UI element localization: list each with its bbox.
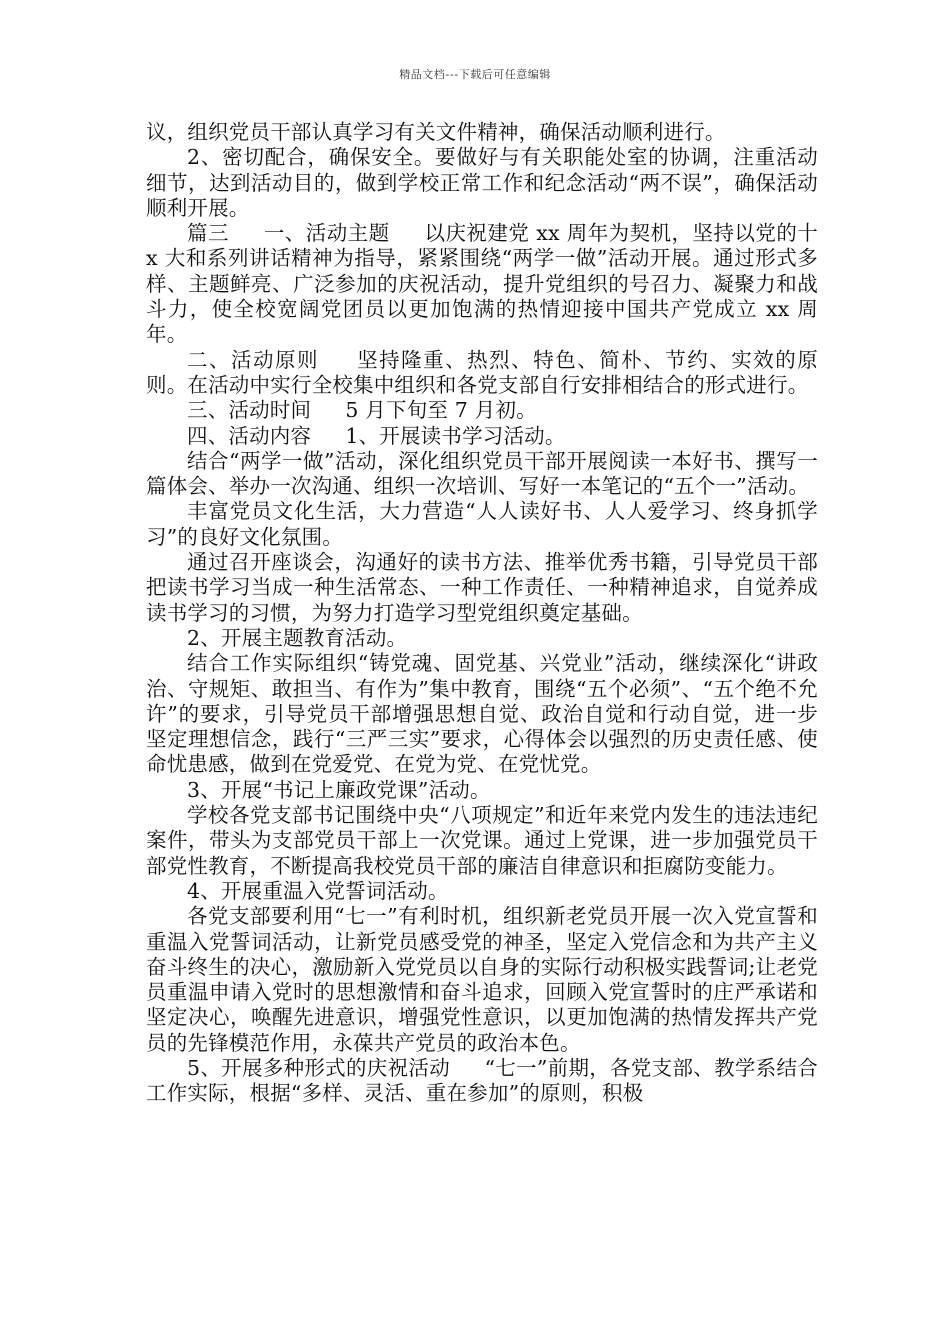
paragraph: 议，组织党员干部认真学习有关文件精神，确保活动顺利进行。 (146, 120, 726, 144)
paragraph: 丰富党员文化生活，大力营造“人人读好书、人人爱学习、终身抓学习”的良好文化氛围。 (146, 499, 818, 549)
paragraph: 3、开展“书记上廉政党课”活动。 (187, 777, 491, 802)
paragraph: 三、活动时间 5 月下旬至 7 月初。 (187, 398, 537, 423)
paragraph: 学校各党支部书记围绕中央“八项规定”和近年来党内发生的违法违纪案件，带头为支部党员干部上一次党课。通过上党课，进一步加强党员干部党性教育，不断提高我校党员干部的廉洁自律意识和拒腐防变能力。 (146, 803, 818, 878)
paragraph: 结合工作实际组织“铸党魂、固党基、兴党业”活动，继续深化“讲政治、守规矩、敢担当、有作为”集中教育，围绕“五个必须”、“五个绝不允许”的要求，引导党员干部增强思想自觉、政治自觉和行动自觉，进一步坚定理想信念，践行“三严三实”要求，心得体会以强烈的历史责任感、使命忧患感，做到在党爱党、在党为党、在党忧党。 (146, 651, 818, 777)
paragraph: 各党支部要利用“七一”有利时机，组织新老党员开展一次入党宣誓和重温入党誓词活动，让新党员感受党的神圣，坚定入党信念和为共产主义奋斗终生的决心，激励新入党党员以自身的实际行动积极实践誓词;让老党员重温申请入党时的思想激情和奋斗追求，回顾入党宣誓时的庄严承诺和坚定决心，唤醒先进意识，增强党性意识，以更加饱满的热情发挥共产党员的先锋模范作用，永葆共产党员的政治本色。 (146, 904, 818, 1055)
paragraph: 结合“两学一做”活动，深化组织党员干部开展阅读一本好书、撰写一篇体会、举办一次沟通、组织一次培训、写好一本笔记的“五个一”活动。 (146, 448, 818, 499)
paragraph: 二、活动原则 坚持隆重、热烈、特色、简朴、节约、实效的原则。在活动中实行全校集中组织和各党支部自行安排相结合的形式进行。 (146, 347, 818, 397)
page-header: 精品文档---下载后可任意编辑 (399, 68, 551, 81)
paragraph: 通过召开座谈会，沟通好的读书方法、推举优秀书籍，引导党员干部把读书学习当成一种生活常态、一种工作责任、一种精神追求，自觉养成读书学习的习惯，为努力打造学习型党组织奠定基础。 (146, 550, 818, 625)
paragraph: 2、密切配合，确保安全。要做好与有关职能处室的协调，注重活动细节，达到活动目的，做到学校正常工作和纪念活动“两不误”，确保活动顺利开展。 (146, 145, 818, 220)
paragraph: 篇三 一、活动主题 以庆祝建党 xx 周年为契机，坚持以党的十 x 大和系列讲话精神为指导，紧紧围绕“两学一做”活动开展。通过形式多样、主题鲜亮、广泛参加的庆祝活动，提升党组织的号召力、凝聚力和战斗力，使全校宽阔党团员以更加饱满的热情迎接中国共产党成立 xx 周年。 (146, 221, 825, 347)
document-body (146, 120, 825, 1107)
paragraph: 四、活动内容 1、开展读书学习活动。 (187, 423, 566, 448)
paragraph: 4、开展重温入党誓词活动。 (187, 878, 449, 903)
paragraph: 2、开展主题教育活动。 (187, 625, 408, 650)
paragraph: 5、开展多种形式的庆祝活动 “七一”前期，各党支部、教学系结合工作实际，根据“多样、灵活、重在参加”的原则，积极 (146, 1055, 818, 1106)
